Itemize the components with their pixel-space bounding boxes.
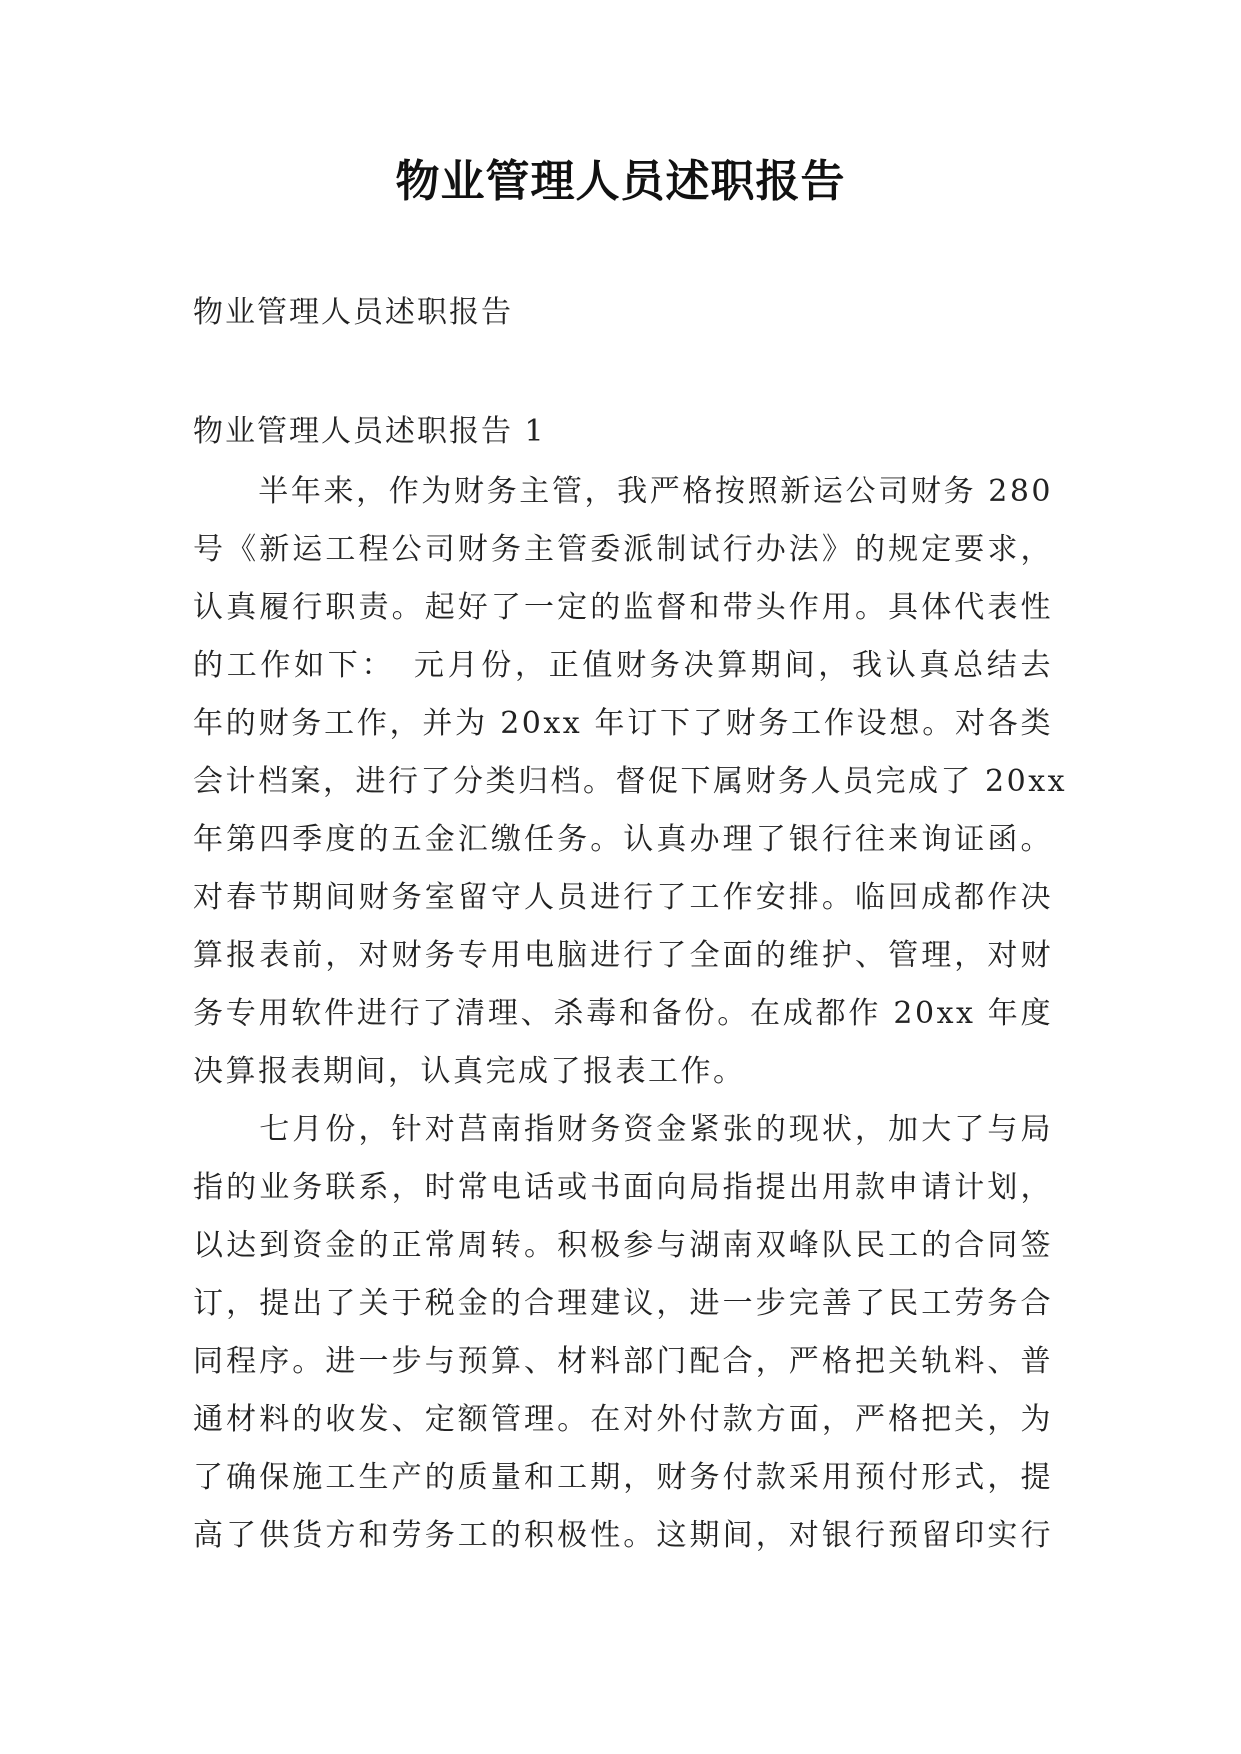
paragraph-line: 年的财务工作，并为 20xx 年订下了财务工作设想。对各类 xyxy=(193,706,1053,741)
paragraph-line: 号《新运工程公司财务主管委派制试行办法》的规定要求， xyxy=(193,532,1053,567)
paragraph-line: 决算报表期间，认真完成了报表工作。 xyxy=(193,1054,746,1089)
paragraph-line: 通材料的收发、定额管理。在对外付款方面，严格把关，为 xyxy=(193,1402,1053,1437)
document-title: 物业管理人员述职报告 xyxy=(395,156,846,207)
paragraph-2 xyxy=(193,1101,1053,1565)
paragraph-line: 以达到资金的正常周转。积极参与湖南双峰队民工的合同签 xyxy=(193,1228,1053,1263)
paragraph-line: 高了供货方和劳务工的积极性。这期间，对银行预留印实行 xyxy=(193,1518,1053,1553)
paragraph-line: 会计档案，进行了分类归档。督促下属财务人员完成了 20xx xyxy=(193,764,1068,799)
paragraph-line: 务专用软件进行了清理、杀毒和备份。在成都作 20xx 年度 xyxy=(193,996,1053,1031)
section-heading: 物业管理人员述职报告 1 xyxy=(193,414,546,449)
paragraph-line: 对春节期间财务室留守人员进行了工作安排。临回成都作决 xyxy=(193,880,1053,915)
paragraph-line: 了确保施工生产的质量和工期，财务付款采用预付形式，提 xyxy=(193,1460,1053,1495)
paragraph-1 xyxy=(193,463,1068,1101)
paragraph-line: 年第四季度的五金汇缴任务。认真办理了银行往来询证函。 xyxy=(193,822,1053,857)
paragraph-line: 七月份，针对莒南指财务资金紧张的现状，加大了与局 xyxy=(193,1112,1053,1147)
paragraph-line: 订，提出了关于税金的合理建议，进一步完善了民工劳务合 xyxy=(193,1286,1053,1321)
paragraph-line: 同程序。进一步与预算、材料部门配合，严格把关轨料、普 xyxy=(193,1344,1053,1379)
paragraph-line: 的工作如下： 元月份，正值财务决算期间，我认真总结去 xyxy=(193,648,1053,683)
document-subtitle: 物业管理人员述职报告 xyxy=(193,295,513,330)
paragraph-line: 算报表前，对财务专用电脑进行了全面的维护、管理，对财 xyxy=(193,938,1053,973)
paragraph-line: 认真履行职责。起好了一定的监督和带头作用。具体代表性 xyxy=(193,590,1053,625)
paragraph-line: 指的业务联系，时常电话或书面向局指提出用款申请计划， xyxy=(193,1170,1053,1205)
paragraph-line: 半年来，作为财务主管，我严格按照新运公司财务 280 xyxy=(193,474,1053,509)
